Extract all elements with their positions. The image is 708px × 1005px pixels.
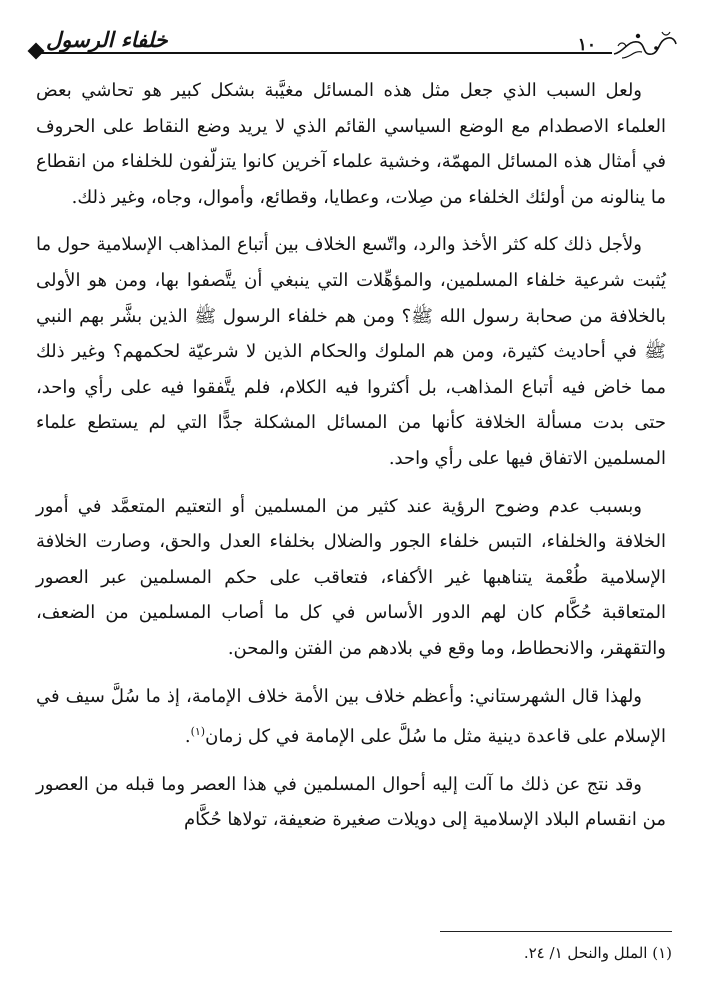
paragraph: ولعل السبب الذي جعل مثل هذه المسائل مغيَّبة بشكل كبير هو تحاشي بعض العلماء الاصطدام مع الوضع السياسي القائم الذي لا يريد وضع النقاط على الحروف في أمثال هذه المسائل المهمّة، وخشية علماء آخرين كانوا يتزلّفون للخلفاء من انقطاع ما ينالونه من أولئك الخلفاء من صِلات، وعطايا، وقطائع، وأموال، وجاه، وغير ذلك. <box>36 80 666 208</box>
running-title: خلفاء الرسول <box>46 27 168 52</box>
paragraph: ولأجل ذلك كله كثر الأخذ والرد، واتّسع الخلاف بين أتباع المذاهب الإسلامية حول ما يُثبت شرعية خلفاء المسلمين، والمؤهِّلات التي ينبغي أن يتَّصفوا بها، ومن هو الأولى بالخلافة من صحابة رسول الله ﷺ؟ ومن هم خلفاء الرسول ﷺ الذين بشَّر بهم النبي ﷺ في أحاديث كثيرة، ومن هم الملوك والحكام الذين لا شرعيّة لحكمهم؟ وغير ذلك مما خاض فيه أتباع المذاهب، بل أكثروا فيه الكلام، فلم يتَّفقوا فيه على رأي واحد، حتى بدت مسألة الخلافة كأنها من المسائل المشكلة جدًّا التي لم يستطع علماء المسلمين الاتفاق فيها على رأي واحد. <box>36 234 666 469</box>
page-header <box>26 22 682 64</box>
diamond-bullet-icon <box>28 43 45 60</box>
page-number: ١٠ <box>577 35 596 55</box>
arabesque-ornament-icon <box>612 28 678 64</box>
footnote: (١) الملل والنحل ١/ ٢٤. <box>523 944 672 962</box>
paragraph: وقد نتج عن ذلك ما آلت إليه أحوال المسلمين في هذا العصر وما قبله من العصور من انقسام البلاد الإسلامية إلى دويلات صغيرة ضعيفة، تولاها حُكَّام <box>36 773 666 831</box>
paragraph-end: . <box>184 726 191 748</box>
footnote-divider <box>440 931 672 932</box>
paragraph-text: ولهذا قال الشهرستاني: وأعظم خلاف بين الأمة خلاف الإمامة، إذ ما سُلَّ سيف في الإسلام على قاعدة دينية مثل ما سُلَّ على الإمامة في كل زمان <box>36 685 666 748</box>
footnote-reference[interactable]: (١) <box>190 725 206 739</box>
paragraph: وبسبب عدم وضوح الرؤية عند كثير من المسلمين أو التعتيم المتعمَّد في أمور الخلافة والخلفاء، التبس خلفاء الجور والضلال بخلفاء العدل والحق، وصارت الخلافة الإسلامية طُعْمة يتناهبها غير الأكفاء، فتعاقب على حكم المسلمين عبر العصور المتعاقبة حُكَّام كان لهم الدور الأساس في كل ما أصاب المسلمين من الضعف، والتقهقر، والانحطاط، وما وقع في بلادهم من الفتن والمحن. <box>36 495 666 659</box>
body-text <box>36 73 666 838</box>
paragraph <box>36 679 666 755</box>
